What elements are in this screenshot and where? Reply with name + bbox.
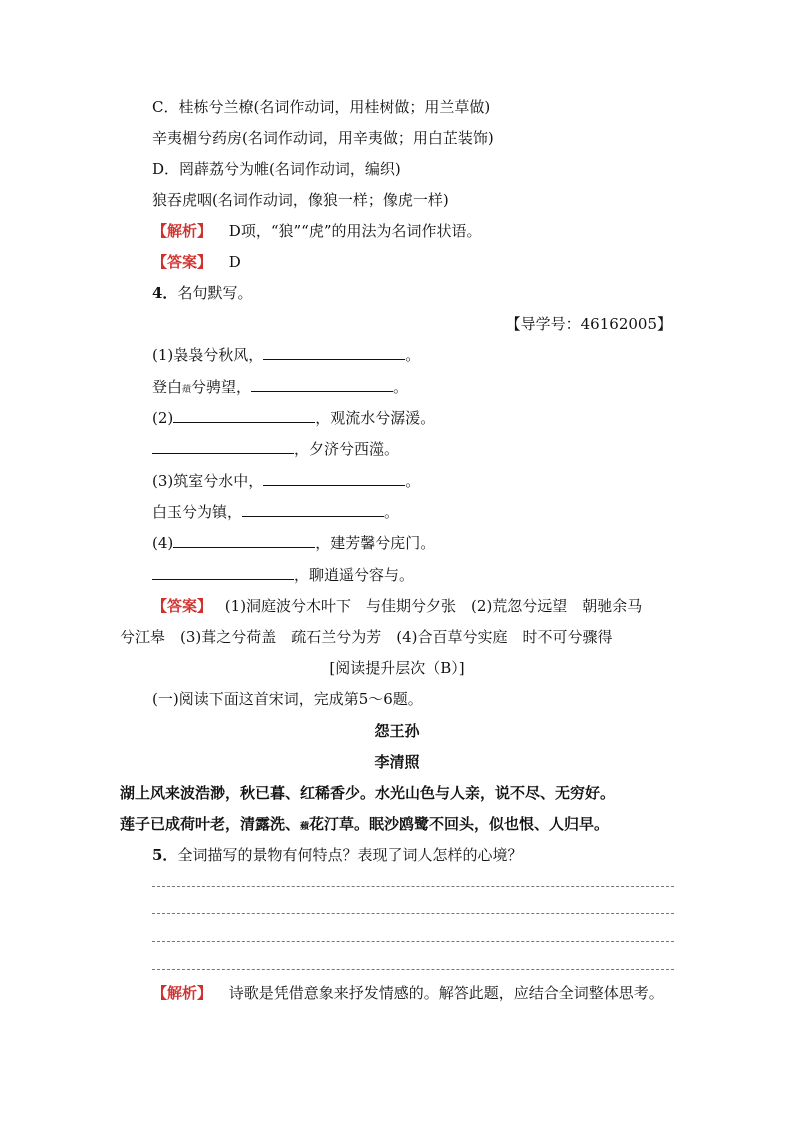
q4-line5	[152, 471, 420, 491]
option-c-line1: C．桂栋兮兰橑(名词作动词，用桂树做；用兰草做)	[152, 98, 491, 116]
answer-line[interactable]	[152, 941, 674, 942]
q4-answer-line1	[152, 596, 642, 616]
q5-number: 5．	[152, 846, 178, 864]
q4-line3	[152, 408, 435, 428]
poem-line2	[120, 814, 609, 837]
q4-line4-suffix: ，夕济兮西澨。	[294, 440, 400, 458]
option-d-line2: 狼吞虎咽(名词作动词，像狼一样；像虎一样)	[152, 191, 449, 209]
q5-text: 全词描写的景物有何特点？表现了词人怎样的心境？	[177, 846, 523, 864]
q4-line7	[152, 533, 435, 553]
answer-line[interactable]	[152, 913, 674, 914]
poem-title: 怨王孙	[374, 722, 420, 740]
fill-blank[interactable]	[242, 502, 384, 517]
fill-blank[interactable]	[173, 533, 315, 548]
q5-question	[152, 845, 522, 865]
q4-line3-prefix: (2)	[152, 409, 174, 427]
section-heading: [阅读提升层次（B）]	[329, 659, 465, 677]
q4-line4	[152, 439, 399, 459]
q4-line3-suffix: ，观流水兮潺湲。	[315, 409, 436, 427]
fill-blank[interactable]	[152, 439, 294, 454]
q4-line8-suffix: ，聊逍遥兮容与。	[294, 566, 415, 584]
q4-line5-suffix: 。	[405, 472, 421, 490]
poem-line2-b: 花汀草。眠沙鸥鹭不回头，似也恨、人归早。	[309, 815, 610, 833]
answer-line[interactable]	[152, 969, 674, 970]
poem-line2-a: 莲子已成荷叶老，清露洗、	[120, 815, 301, 833]
q4-answer-line2: 兮江皋 (3)葺之兮荷盖 疏石兰兮为芳 (4)合百草兮实庭 时不可兮骤得	[120, 628, 613, 646]
q5-analysis	[152, 983, 664, 1003]
q4-line2-b: 兮骋望，	[191, 378, 252, 396]
poem-line1: 湖上风来波浩渺，秋已暮、红稀香少。水光山色与人亲，说不尽、无穷好。	[120, 784, 616, 802]
q4-line2	[152, 377, 408, 400]
fill-blank[interactable]	[263, 345, 405, 360]
analysis-tag: 【解析】	[152, 222, 213, 240]
poem-line2-small: 蘋	[300, 822, 310, 832]
answer-text: D	[228, 253, 241, 271]
q4-heading	[152, 283, 252, 303]
q4-line1-prefix: (1)袅袅兮秋风，	[152, 346, 264, 364]
section-intro: (一)阅读下面这首宋词，完成第5～6题。	[152, 690, 423, 708]
q4-line7-prefix: (4)	[152, 534, 174, 552]
option-c-line2: 辛夷楣兮药房(名词作动词，用辛夷做；用白芷装饰)	[152, 129, 494, 147]
q4-line8	[152, 565, 414, 585]
poem-author: 李清照	[374, 753, 420, 771]
analysis-tag: 【解析】	[152, 984, 213, 1002]
q4-line2-a: 登白	[152, 378, 183, 396]
fill-blank[interactable]	[152, 565, 294, 580]
answer-tag: 【答案】	[152, 253, 213, 271]
answer-line[interactable]	[152, 886, 674, 887]
q4-line7-suffix: ，建芳馨兮庑门。	[315, 534, 436, 552]
q4-line5-prefix: (3)筑室兮水中，	[152, 472, 264, 490]
q4-line1-suffix: 。	[405, 346, 421, 364]
answer-text: (1)洞庭波兮木叶下 与佳期兮夕张 (2)荒忽兮远望 朝驰余马	[224, 597, 643, 615]
q4-line2-small: 薠	[182, 385, 192, 395]
answer-tag: 【答案】	[152, 597, 213, 615]
q4-line2-suffix: 。	[393, 378, 409, 396]
q4-line6	[152, 502, 399, 522]
analysis-text: 诗歌是凭借意象来抒发情感的。解答此题，应结合全词整体思考。	[228, 984, 664, 1002]
q4-number: 4．	[152, 284, 178, 302]
fill-blank[interactable]	[251, 377, 393, 392]
option-d-line1: D．罔薜荔兮为帷(名词作动词，编织)	[152, 160, 401, 178]
q3-answer	[152, 252, 241, 272]
analysis-text: D项，“狼”“虎”的用法为名词作状语。	[228, 222, 482, 240]
fill-blank[interactable]	[173, 408, 315, 423]
q4-title: 名句默写。	[177, 284, 253, 302]
q4-line6-prefix: 白玉兮为镇，	[152, 503, 243, 521]
fill-blank[interactable]	[263, 471, 405, 486]
q4-line6-suffix: 。	[384, 503, 400, 521]
q3-analysis	[152, 221, 482, 241]
guide-number: 【导学号：46162005】	[505, 315, 672, 333]
q4-line1	[152, 345, 420, 365]
